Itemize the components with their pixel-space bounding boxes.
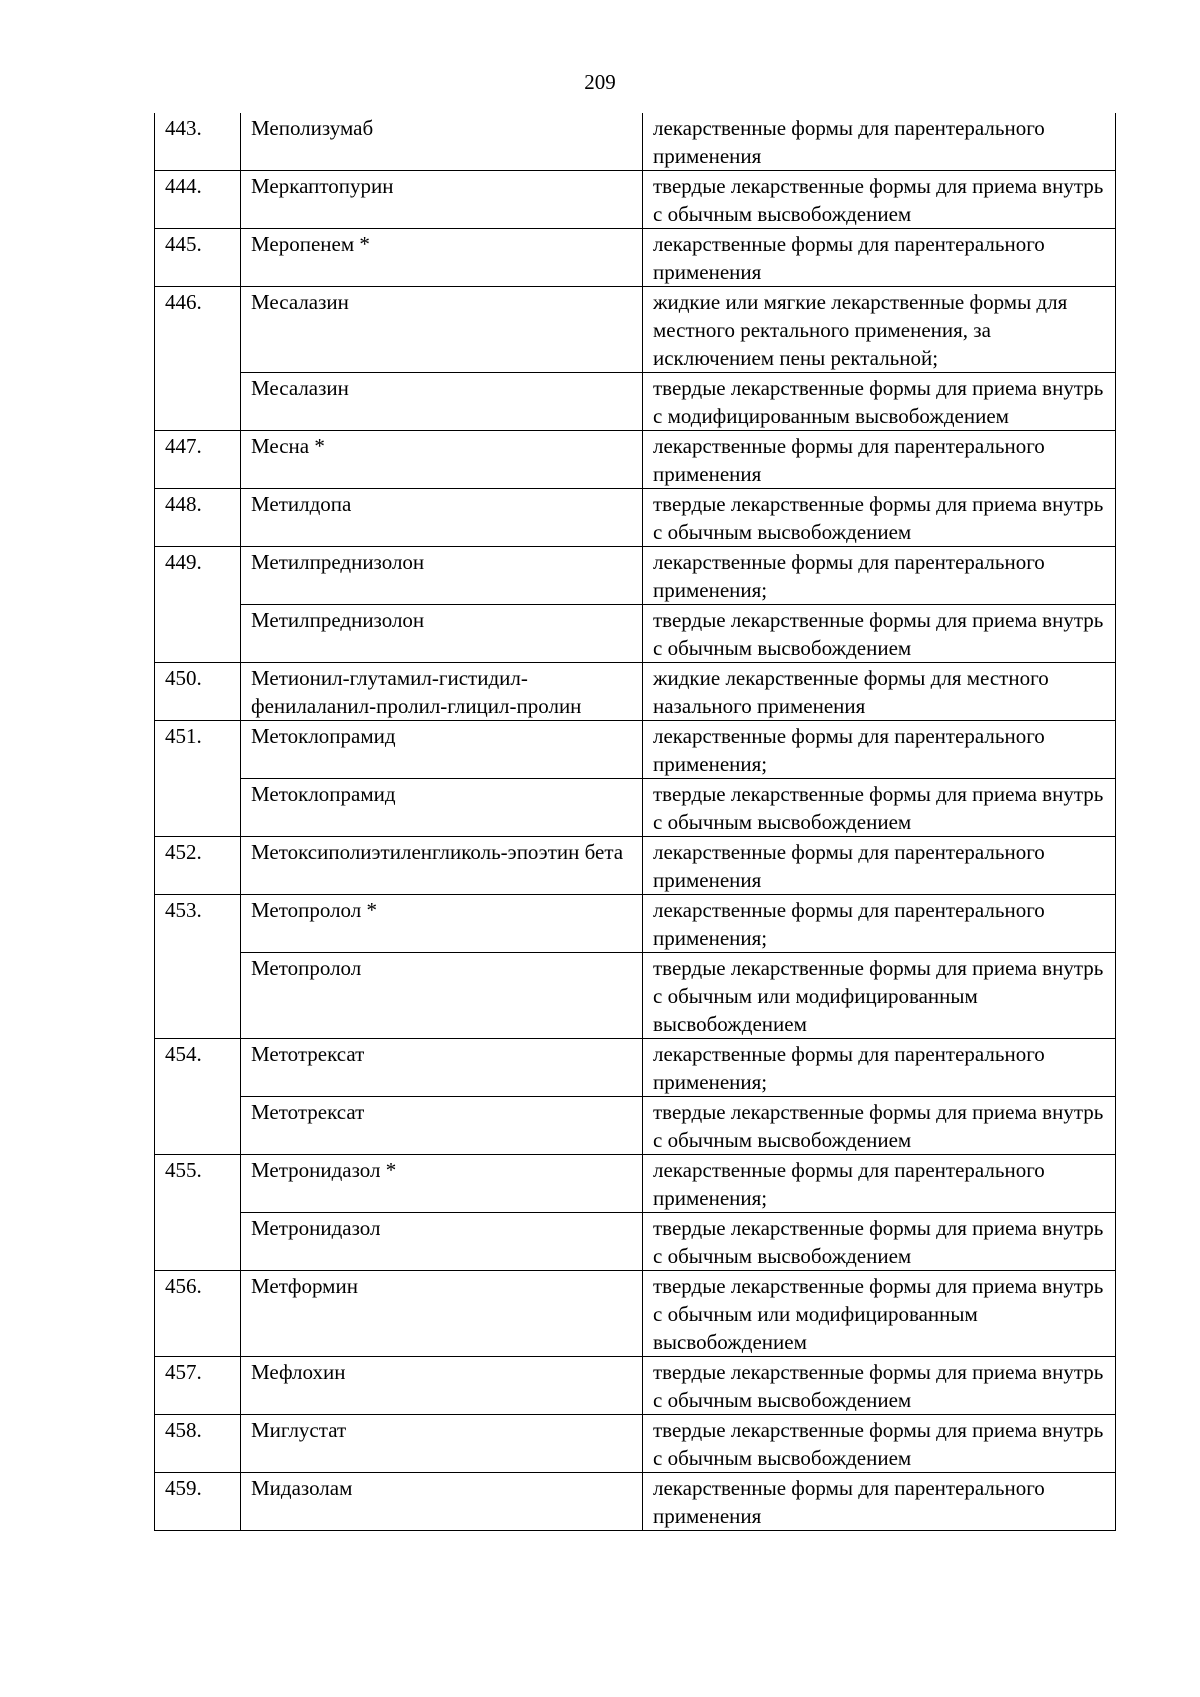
entry-number: 443. [155,113,241,171]
entry-number: 451. [155,721,241,837]
entry-number: 445. [155,229,241,287]
drug-name: Меркаптопурин [241,171,643,229]
table-row [155,721,1116,779]
dosage-form: твердые лекарственные формы для приема внутрь с обычным или модифицированным высвобождением [643,1271,1116,1357]
table-row [155,1357,1116,1415]
drug-name: Меропенем * [241,229,643,287]
drug-name: Метопролол * [241,895,643,953]
table-row [155,287,1116,373]
drug-name: Метоксиполиэтиленгликоль-эпоэтин бета [241,837,643,895]
dosage-form: твердые лекарственные формы для приема внутрь с обычным высвобождением [643,605,1116,663]
dosage-form: лекарственные формы для парентерального применения; [643,1155,1116,1213]
drug-table [154,113,1116,1531]
entry-number: 444. [155,171,241,229]
drug-name: Метоклопрамид [241,779,643,837]
dosage-form: лекарственные формы для парентерального применения; [643,895,1116,953]
table-row [155,953,1116,1039]
drug-name: Месалазин [241,373,643,431]
dosage-form: твердые лекарственные формы для приема внутрь с модифицированным высвобождением [643,373,1116,431]
table-body [155,113,1116,1531]
dosage-form: твердые лекарственные формы для приема внутрь с обычным высвобождением [643,1213,1116,1271]
drug-name: Метотрексат [241,1039,643,1097]
dosage-form: лекарственные формы для парентерального применения; [643,1039,1116,1097]
table-row [155,431,1116,489]
entry-number: 457. [155,1357,241,1415]
dosage-form: жидкие лекарственные формы для местного назального применения [643,663,1116,721]
drug-name: Метопролол [241,953,643,1039]
table-row [155,1155,1116,1213]
table-row [155,1271,1116,1357]
entry-number: 459. [155,1473,241,1531]
drug-name: Метилпреднизолон [241,605,643,663]
entry-number: 450. [155,663,241,721]
dosage-form: жидкие или мягкие лекарственные формы для местного ректального применения, за исключением пены ректальной; [643,287,1116,373]
drug-name: Метотрексат [241,1097,643,1155]
entry-number: 452. [155,837,241,895]
drug-name: Мефлохин [241,1357,643,1415]
table-row [155,1415,1116,1473]
entry-number: 449. [155,547,241,663]
dosage-form: лекарственные формы для парентерального применения [643,837,1116,895]
table-row [155,605,1116,663]
drug-name: Метформин [241,1271,643,1357]
entry-number: 448. [155,489,241,547]
dosage-form: лекарственные формы для парентерального применения [643,229,1116,287]
entry-number: 453. [155,895,241,1039]
drug-name: Метронидазол [241,1213,643,1271]
drug-name: Метилдопа [241,489,643,547]
dosage-form: лекарственные формы для парентерального применения; [643,547,1116,605]
table-row [155,837,1116,895]
table-row [155,779,1116,837]
dosage-form: лекарственные формы для парентерального применения [643,113,1116,171]
entry-number: 446. [155,287,241,431]
table-row [155,373,1116,431]
dosage-form: твердые лекарственные формы для приема внутрь с обычным высвобождением [643,489,1116,547]
drug-name: Метилпреднизолон [241,547,643,605]
table-row [155,1213,1116,1271]
drug-name: Месна * [241,431,643,489]
dosage-form: твердые лекарственные формы для приема внутрь с обычным высвобождением [643,1357,1116,1415]
table-row [155,1097,1116,1155]
table-row [155,171,1116,229]
entry-number: 447. [155,431,241,489]
table-row [155,1039,1116,1097]
drug-name: Месалазин [241,287,643,373]
table-row [155,547,1116,605]
drug-name: Меполизумаб [241,113,643,171]
dosage-form: лекарственные формы для парентерального применения [643,431,1116,489]
drug-name: Метионил-глутамил-гистидил-фенилаланил-пролил-глицил-пролин [241,663,643,721]
entry-number: 458. [155,1415,241,1473]
dosage-form: твердые лекарственные формы для приема внутрь с обычным высвобождением [643,1415,1116,1473]
table-row [155,895,1116,953]
entry-number: 456. [155,1271,241,1357]
page-number: 209 [584,70,616,94]
drug-name: Мидазолам [241,1473,643,1531]
drug-name: Метронидазол * [241,1155,643,1213]
table-row [155,489,1116,547]
entry-number: 455. [155,1155,241,1271]
dosage-form: твердые лекарственные формы для приема внутрь с обычным высвобождением [643,171,1116,229]
dosage-form: твердые лекарственные формы для приема внутрь с обычным или модифицированным высвобождением [643,953,1116,1039]
dosage-form: твердые лекарственные формы для приема внутрь с обычным высвобождением [643,1097,1116,1155]
table-row [155,1473,1116,1531]
drug-name: Метоклопрамид [241,721,643,779]
dosage-form: лекарственные формы для парентерального применения; [643,721,1116,779]
drug-name: Миглустат [241,1415,643,1473]
table-row [155,113,1116,171]
dosage-form: лекарственные формы для парентерального применения [643,1473,1116,1531]
dosage-form: твердые лекарственные формы для приема внутрь с обычным высвобождением [643,779,1116,837]
entry-number: 454. [155,1039,241,1155]
table-row [155,663,1116,721]
table-row [155,229,1116,287]
